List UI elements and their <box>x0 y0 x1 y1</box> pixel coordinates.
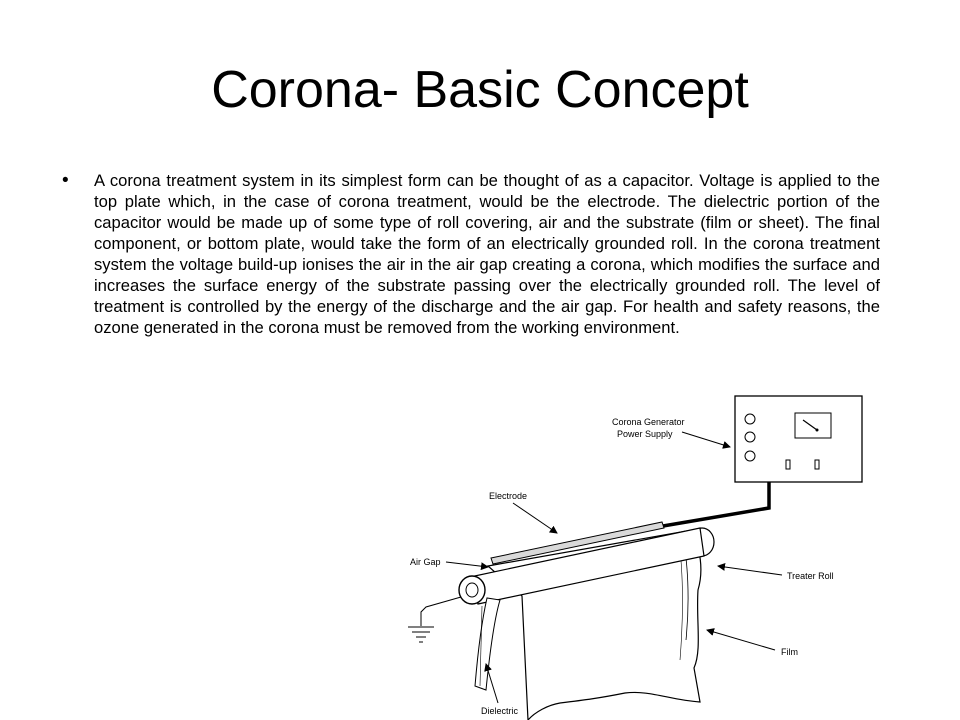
arrow-treater-roll <box>718 566 782 575</box>
power-supply-box <box>735 396 862 482</box>
arrow-dielectric <box>486 664 498 703</box>
label-electrode: Electrode <box>489 491 528 501</box>
arrow-generator <box>682 432 730 447</box>
slide-title: Corona- Basic Concept <box>211 61 749 119</box>
label-generator-line1: Corona Generator <box>612 417 685 427</box>
label-dielectric: Dielectric <box>481 706 519 716</box>
dielectric-layer <box>475 598 500 690</box>
label-film: Film <box>781 647 798 657</box>
bullet-glyph: • <box>62 170 69 191</box>
ground-symbol <box>408 597 461 642</box>
arrow-electrode <box>513 503 557 533</box>
label-treater-roll: Treater Roll <box>787 571 834 581</box>
label-air-gap: Air Gap <box>410 557 441 567</box>
arrow-film <box>707 630 775 650</box>
bullet-text: A corona treatment system in its simplest form can be thought of as a capacitor. Voltage is applied to the top plate which, in the case of corona treatment, would be the electrode. The dielectric portion of the capacitor would be made up of some type of roll covering, air and the substrate (film or sheet). The final component, or bottom plate, would take the form of an electrically grounded roll. In the corona treatment system the voltage build-up ionises the air in the air gap creating a corona, which modifies the surface and increases the surface energy of the substrate passing over the electrically grounded roll. The level of treatment is controlled by the energy of the discharge and the air gap. For health and safety reasons, the ozone generated in the corona must be removed from the working environment. <box>94 171 880 337</box>
power-cable <box>663 482 769 526</box>
arrow-air-gap <box>446 562 488 567</box>
label-generator-line2: Power Supply <box>617 429 673 439</box>
meter-gauge <box>795 413 831 438</box>
